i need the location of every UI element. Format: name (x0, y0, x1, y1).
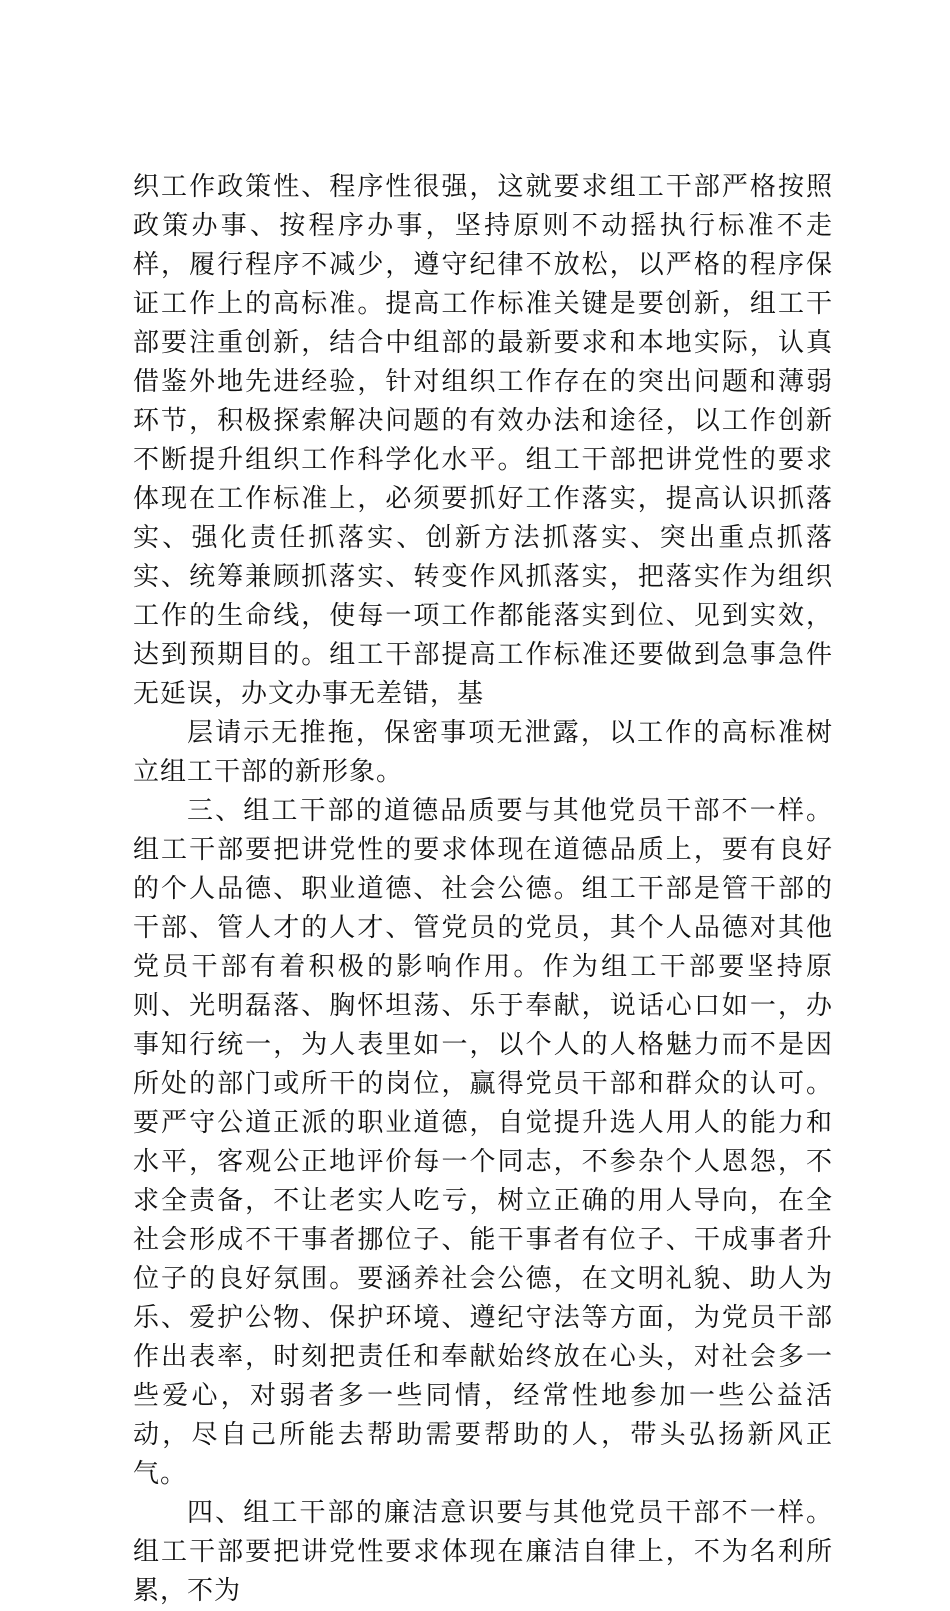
document-body (133, 168, 833, 1611)
paragraph-continuation-line: 层请示无推拖，保密事项无泄露，以工作的高标准树立组工干部的新形象。 (133, 718, 833, 787)
paragraph-section-three: 三、组工干部的道德品质要与其他党员干部不一样。组工干部要把讲党性的要求体现在道德品质上，要有良好的个人品德、职业道德、社会公德。组工干部是管干部的干部、管人才的人才、管党员的党员，其个人品德对其他党员干部有着积极的影响作用。作为组工干部要坚持原则、光明磊落、胸怀坦荡、乐于奉献，说话心口如一，办事知行统一，为人表里如一，以个人的人格魅力而不是因所处的部门或所干的岗位，赢得党员干部和群众的认可。要严守公道正派的职业道德，自觉提升选人用人的能力和水平，客观公正地评价每一个同志，不参杂个人恩怨，不求全责备，不让老实人吃亏，树立正确的用人导向，在全社会形成不干事者挪位子、能干事者有位子、干成事者升位子的良好氛围。要涵养社会公德，在文明礼貌、助人为乐、爱护公物、保护环境、遵纪守法等方面，为党员干部作出表率，时刻把责任和奉献始终放在心头，对社会多一些爱心，对弱者多一些同情，经常性地参加一些公益活动，尽自己所能去帮助需要帮助的人，带头弘扬新风正气。 (133, 796, 833, 1489)
paragraph-continued: 织工作政策性、程序性很强，这就要求组工干部严格按照政策办事、按程序办事，坚持原则不动摇执行标准不走样，履行程序不减少，遵守纪律不放松，以严格的程序保证工作上的高标准。提高工作标准关键是要创新，组工干部要注重创新，结合中组部的最新要求和本地实际，认真借鉴外地先进经验，针对组织工作存在的突出问题和薄弱环节，积极探索解决问题的有效办法和途径，以工作创新不断提升组织工作科学化水平。组工干部把讲党性的要求体现在工作标准上，必须要抓好工作落实，提高认识抓落实、强化责任抓落实、创新方法抓落实、突出重点抓落实、统筹兼顾抓落实、转变作风抓落实，把落实作为组织工作的生命线，使每一项工作都能落实到位、见到实效，达到预期目的。组工干部提高工作标准还要做到急事急件无延误，办文办事无差错，基 (133, 172, 833, 709)
paragraph-section-four: 四、组工干部的廉洁意识要与其他党员干部不一样。组工干部要把讲党性要求体现在廉洁自律上，不为名利所累，不为 (133, 1498, 833, 1606)
